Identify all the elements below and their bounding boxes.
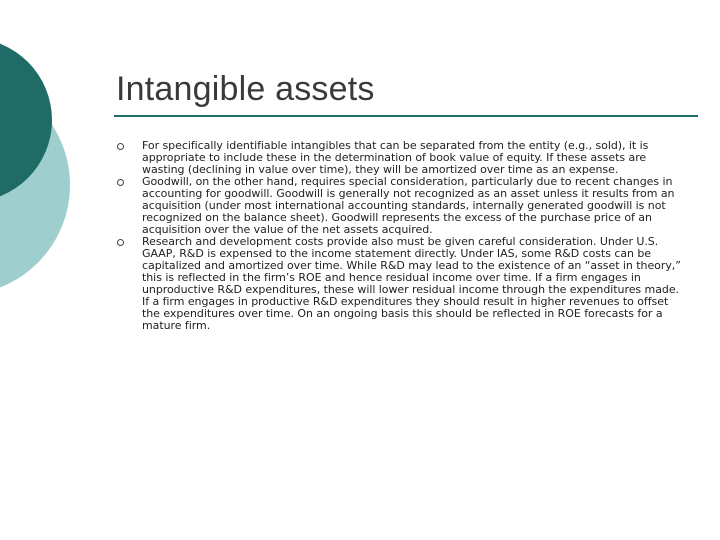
bullet-circle-icon	[117, 143, 124, 150]
title-underline	[114, 115, 698, 117]
bullet-circle-icon	[117, 179, 124, 186]
bullet-text: For specifically identifiable intangibles that can be separated from the entity (e.g., sold), it is appropriate to include these in the determination of book value of equity. If these assets are wasting (declining in value over time), they will be amortized over time as an expense.	[142, 139, 649, 176]
bullet-item-intangibles	[114, 140, 684, 176]
bullet-list	[114, 140, 684, 332]
bullet-text: Research and development costs provide also must be given careful consideration. Under U.S. GAAP, R&D is expensed to the income statement directly. Under IAS, some R&D costs can be capitalized and amortized over time. While R&D may lead to the existence of an “asset in theory,” this is reflected in the firm’s ROE and hence residual income over time. If a firm engages in unproductive R&D expenditures, these will lower residual income through the expenditures made. If a firm engages in productive R&D expenditures they should result in higher revenues to offset the expenditures over time. On an ongoing basis this should be reflected in ROE forecasts for a mature firm.	[142, 235, 681, 332]
slide-title: Intangible assets	[116, 70, 375, 108]
bullet-item-goodwill	[114, 176, 684, 236]
bullet-circle-icon	[117, 239, 124, 246]
bullet-text: Goodwill, on the other hand, requires special consideration, particularly due to recent changes in accounting for goodwill. Goodwill is generally not recognized as an asset unless it results from an acquisition (under most international accounting standards, internally generated goodwill is not recognized on the balance sheet). Goodwill represents the excess of the purchase price of an acquisition over the value of the net assets acquired.	[142, 175, 675, 236]
bullet-item-research-development	[114, 236, 684, 332]
